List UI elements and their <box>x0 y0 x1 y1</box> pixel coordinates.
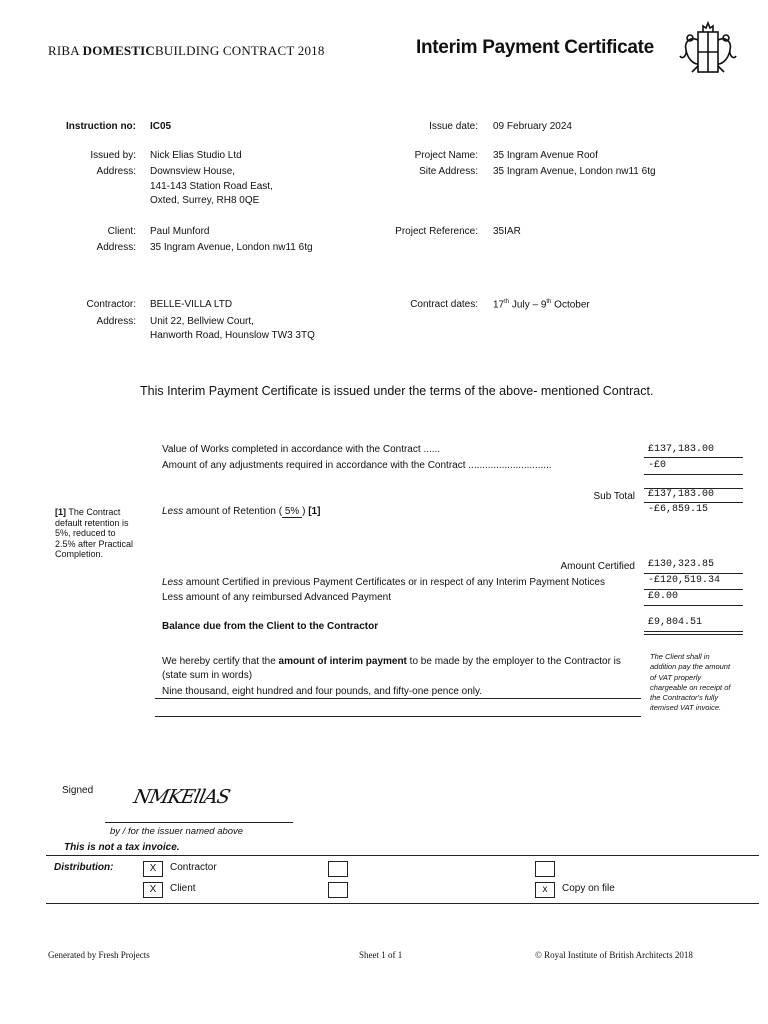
contractor-label: Contractor: <box>86 299 136 310</box>
retention-percent: 5% <box>282 506 303 517</box>
value-works-amount: £137,183.00 <box>648 444 715 455</box>
client-address-label: Address: <box>96 242 136 253</box>
retention-label: Less amount of Retention ( 5% ) [1] <box>162 506 321 517</box>
words-rule <box>155 716 641 717</box>
start-month: July – <box>509 299 541 311</box>
amount-in-words: Nine thousand, eight hundred and four pounds, and fifty-one pence only. <box>162 686 483 697</box>
subtotal-amount: £137,183.00 <box>648 489 715 500</box>
previous-certified-label: Less amount Certified in previous Payment Certificates or in respect of any Interim Payment Notices <box>162 577 605 588</box>
words-rule <box>155 698 641 699</box>
amount-rule <box>644 502 743 503</box>
instruction-label: Instruction no: <box>66 121 136 132</box>
contractor-address-line: Hanworth Road, Hounslow TW3 3TQ <box>150 330 315 341</box>
issuer-address-line: 141-143 Station Road East, <box>150 181 273 192</box>
riba-prefix: RIBA <box>48 43 80 58</box>
copy-on-file-label: Copy on file <box>562 883 615 894</box>
issuer-address-label: Address: <box>96 166 136 177</box>
vat-note: The Client shall in addition pay the amount of VAT properly chargeable on receipt of the Contractor's fully itemised VAT invoice. <box>650 652 731 713</box>
client-distribution-label: Client <box>170 883 196 894</box>
certified-label: Amount Certified <box>560 561 635 572</box>
amount-rule <box>644 474 743 475</box>
start-ordinal: th <box>504 299 510 305</box>
file-checkbox[interactable]: x <box>535 882 555 898</box>
end-month: October <box>551 299 590 311</box>
issuer-address-line: Downsview House, <box>150 166 236 177</box>
end-ordinal: th <box>546 299 552 305</box>
signature-rule <box>105 822 293 823</box>
issue-date-value: 09 February 2024 <box>493 121 572 132</box>
amount-rule <box>644 605 743 606</box>
tax-notice: This is not a tax invoice. <box>64 842 180 853</box>
advance-payment-label: Less amount of any reimbursed Advanced Payment <box>162 592 392 603</box>
contractor-address-label: Address: <box>96 316 136 327</box>
contractor-name: BELLE-VILLA LTD <box>150 299 233 310</box>
page-title: Interim Payment Certificate <box>416 37 654 58</box>
blank-checkbox[interactable] <box>328 861 348 877</box>
distribution-label: Distribution: <box>54 862 114 873</box>
project-reference-label: Project Reference: <box>395 226 478 237</box>
site-address-value: 35 Ingram Avenue, London nw11 6tg <box>493 166 656 177</box>
domestic-word: DOMESTIC <box>82 43 155 58</box>
amount-rule <box>644 589 743 590</box>
project-reference-value: 35IAR <box>493 226 521 237</box>
client-name: Paul Munford <box>150 226 210 237</box>
adjustments-label: Amount of any adjustments required in accordance with the Contract .............................. <box>162 460 552 471</box>
adjustments-amount: -£0 <box>648 460 667 471</box>
client-label: Client: <box>107 226 136 237</box>
end-day: 9 <box>540 299 547 311</box>
project-name-label: Project Name: <box>414 150 478 161</box>
previous-certified-amount: -£120,519.34 <box>648 575 721 586</box>
issued-by-label: Issued by: <box>90 150 136 161</box>
balance-double-rule <box>644 631 743 632</box>
contract-dates-label: Contract dates: <box>410 299 478 310</box>
contractor-distribution-label: Contractor <box>170 862 217 873</box>
contractor-checkbox[interactable]: X <box>143 861 163 877</box>
amount-rule <box>644 573 743 574</box>
retention-footnote: [1] The Contract default retention is 5%, reduced to 2.5% after Practical Completion. <box>55 507 134 559</box>
client-checkbox[interactable]: X <box>143 882 163 898</box>
instruction-value: IC05 <box>150 121 172 132</box>
distribution-top-rule <box>46 855 759 856</box>
blank-checkbox[interactable] <box>535 861 555 877</box>
contract-title <box>48 43 325 59</box>
start-day: 17 <box>493 299 505 311</box>
contract-suffix: BUILDING CONTRACT 2018 <box>155 43 325 58</box>
issue-statement: This Interim Payment Certificate is issued under the terms of the above- mentioned Contract. <box>140 384 654 398</box>
issue-date-label: Issue date: <box>429 121 478 132</box>
footer-sheet: Sheet 1 of 1 <box>359 950 403 960</box>
signature-caption: by / for the issuer named above <box>110 826 244 837</box>
riba-crest-icon <box>676 20 740 78</box>
balance-amount: £9,804.51 <box>648 617 703 628</box>
certified-amount: £130,323.85 <box>648 559 715 570</box>
site-address-label: Site Address: <box>419 166 478 177</box>
footer-generated: Generated by Fresh Projects <box>48 950 150 960</box>
project-name-value: 35 Ingram Avenue Roof <box>493 150 598 161</box>
certify-statement: We hereby certify that the amount of interim payment to be made by the employer to the Contractor is (state sum in words) <box>162 656 621 681</box>
signed-label: Signed <box>62 785 94 796</box>
issuer-address-line: Oxted, Surrey, RH8 0QE <box>150 195 260 206</box>
distribution-bottom-rule <box>46 903 759 904</box>
signature-script: NMKEllAS <box>131 786 232 808</box>
contract-dates-value <box>493 299 590 310</box>
balance-label: Balance due from the Client to the Contractor <box>162 621 379 632</box>
amount-rule <box>644 457 743 458</box>
client-address: 35 Ingram Avenue, London nw11 6tg <box>150 242 313 253</box>
balance-double-rule <box>644 634 743 635</box>
contractor-address-line: Unit 22, Bellview Court, <box>150 316 254 327</box>
blank-checkbox[interactable] <box>328 882 348 898</box>
retention-amount: -£6,859.15 <box>648 504 709 515</box>
value-works-label: Value of Works completed in accordance with the Contract ...... <box>162 444 441 455</box>
advance-payment-amount: £0.00 <box>648 591 679 602</box>
issued-by-value: Nick Elias Studio Ltd <box>150 150 242 161</box>
footer-copyright: © Royal Institute of British Architects 2018 <box>535 950 693 960</box>
subtotal-label: Sub Total <box>593 491 635 502</box>
